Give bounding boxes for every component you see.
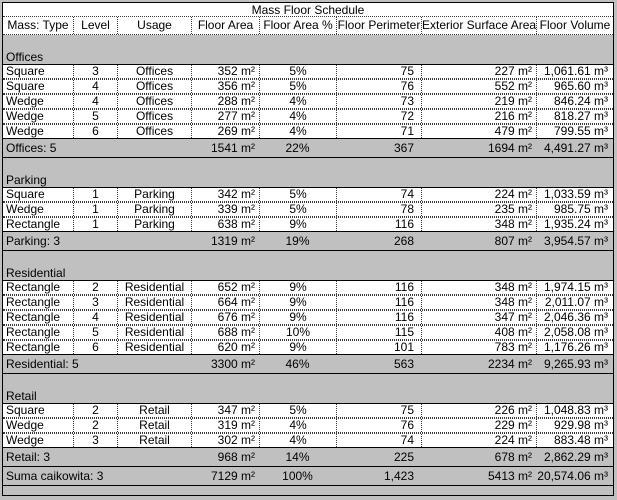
table-row[interactable]	[3, 310, 613, 325]
column-header-level: Level	[73, 17, 117, 34]
cell-floor-perimeter[interactable]: 75	[336, 65, 421, 78]
total-exterior-surface-area: 5413 m²	[487, 469, 532, 483]
cell-usage[interactable]: Residential	[117, 281, 191, 294]
group-total-row	[3, 232, 613, 251]
cell-floor-area[interactable]: 347 m²	[191, 404, 259, 417]
cell-mass-type[interactable]: Wedge	[6, 203, 44, 216]
cell-mass-type[interactable]: Wedge	[6, 110, 44, 123]
cell-floor-perimeter[interactable]: 78	[336, 203, 421, 216]
cell-floor-perimeter[interactable]: 101	[336, 341, 421, 354]
total-floor-volume: 9,265.93 m³	[543, 357, 608, 371]
cell-floor-area[interactable]: 339 m²	[191, 203, 259, 216]
cell-level[interactable]: 2	[73, 281, 117, 294]
cell-floor-perimeter[interactable]: 76	[336, 80, 421, 93]
cell-floor-volume[interactable]: 2,046.36 m³	[536, 311, 613, 324]
table-row[interactable]	[3, 94, 613, 109]
cell-floor-volume[interactable]: 846.24 m³	[536, 95, 613, 108]
cell-floor-area[interactable]: 620 m²	[191, 341, 259, 354]
cell-floor-area[interactable]: 676 m²	[191, 311, 259, 324]
group-data-block	[3, 187, 613, 232]
group-label: Retail	[6, 389, 37, 403]
cell-exterior-surface-area[interactable]: 224 m²	[421, 434, 536, 447]
total-exterior-surface-area: 1694 m²	[487, 141, 532, 155]
cell-floor-area-pct[interactable]: 10%	[259, 326, 336, 339]
cell-level[interactable]: 6	[73, 341, 117, 354]
schedule-group	[3, 50, 613, 158]
column-header-floor-perimeter: Floor Perimeter	[337, 18, 421, 32]
cell-usage[interactable]: Offices	[117, 95, 191, 108]
cell-floor-area[interactable]: 664 m²	[191, 296, 259, 309]
mass-floor-schedule-table	[2, 2, 614, 496]
cell-exterior-surface-area[interactable]: 783 m²	[421, 341, 536, 354]
group-data-block	[3, 280, 613, 355]
group-total-row	[3, 139, 613, 158]
schedule-title: Mass Floor Schedule	[3, 3, 613, 17]
total-exterior-surface-area: 678 m²	[494, 450, 532, 464]
cell-mass-type[interactable]: Rectangle	[6, 281, 61, 294]
table-row[interactable]	[3, 325, 613, 340]
cell-floor-area-pct[interactable]: 4%	[259, 95, 336, 108]
group-label: Offices	[6, 50, 44, 64]
cell-exterior-surface-area[interactable]: 348 m²	[421, 218, 536, 231]
cell-floor-volume[interactable]: 1,061.61 m³	[536, 65, 613, 78]
cell-floor-area[interactable]: 352 m²	[191, 65, 259, 78]
cell-floor-volume[interactable]: 1,935.24 m³	[536, 218, 613, 231]
total-floor-perimeter: 1,423	[383, 469, 414, 483]
table-row[interactable]	[3, 65, 613, 79]
total-floor-volume: 20,574.06 m³	[537, 469, 608, 483]
cell-exterior-surface-area[interactable]: 408 m²	[421, 326, 536, 339]
cell-usage[interactable]: Residential	[117, 341, 191, 354]
cell-usage[interactable]: Residential	[117, 296, 191, 309]
table-row[interactable]	[3, 217, 613, 231]
cell-floor-area-pct[interactable]: 4%	[259, 419, 336, 432]
total-floor-area: 7129 m²	[210, 469, 255, 483]
total-floor-area: 1541 m²	[210, 141, 255, 155]
table-row[interactable]	[3, 295, 613, 310]
total-floor-area: 968 m²	[217, 450, 255, 464]
table-row[interactable]	[3, 188, 613, 202]
cell-floor-area-pct[interactable]: 9%	[259, 218, 336, 231]
total-floor-area-pct: 22%	[285, 141, 310, 155]
cell-level[interactable]: 4	[73, 311, 117, 324]
total-floor-volume: 3,954.57 m³	[543, 234, 608, 248]
cell-floor-area[interactable]: 688 m²	[191, 326, 259, 339]
cell-level[interactable]: 1	[73, 218, 117, 231]
column-header-floor-area-pct: Floor Area %	[259, 17, 336, 34]
cell-usage[interactable]: Retail	[117, 434, 191, 447]
column-header-floor-area: Floor Area	[191, 17, 259, 34]
cell-usage[interactable]: Residential	[117, 326, 191, 339]
cell-floor-area-pct[interactable]: 9%	[259, 341, 336, 354]
cell-floor-area-pct[interactable]: 5%	[259, 188, 336, 201]
cell-level[interactable]: 4	[73, 95, 117, 108]
cell-exterior-surface-area[interactable]: 226 m²	[421, 404, 536, 417]
total-label: Residential: 5	[6, 357, 79, 371]
cell-floor-volume[interactable]: 1,033.59 m³	[536, 188, 613, 201]
total-floor-perimeter: 225	[393, 450, 414, 464]
cell-floor-perimeter[interactable]: 72	[336, 110, 421, 123]
cell-floor-perimeter[interactable]: 76	[336, 419, 421, 432]
cell-exterior-surface-area[interactable]: 479 m²	[421, 125, 536, 138]
table-row[interactable]	[3, 202, 613, 217]
cell-usage[interactable]: Offices	[117, 80, 191, 93]
column-header-row	[3, 17, 613, 35]
cell-exterior-surface-area[interactable]: 235 m²	[421, 203, 536, 216]
cell-mass-type[interactable]: Wedge	[6, 419, 44, 432]
cell-floor-area-pct[interactable]: 4%	[259, 125, 336, 138]
cell-level[interactable]: 3	[73, 65, 117, 78]
table-row[interactable]	[3, 281, 613, 295]
schedule-group	[3, 173, 613, 251]
cell-mass-type[interactable]: Rectangle	[6, 218, 61, 231]
cell-mass-type[interactable]: Rectangle	[6, 296, 61, 309]
cell-floor-area-pct[interactable]: 4%	[259, 434, 336, 447]
grand-total-row	[3, 467, 613, 486]
cell-floor-volume[interactable]: 1,176.26 m³	[536, 341, 613, 354]
cell-exterior-surface-area[interactable]: 216 m²	[421, 110, 536, 123]
cell-floor-area-pct[interactable]: 5%	[259, 404, 336, 417]
cell-floor-perimeter[interactable]: 116	[336, 218, 421, 231]
cell-usage[interactable]: Retail	[117, 419, 191, 432]
cell-mass-type[interactable]: Square	[6, 65, 45, 78]
cell-usage[interactable]: Parking	[117, 188, 191, 201]
total-label: Retail: 3	[6, 450, 51, 464]
cell-floor-volume[interactable]: 1,048.83 m³	[536, 404, 613, 417]
column-header-floor-volume: Floor Volume	[536, 17, 613, 34]
cell-mass-type[interactable]: Wedge	[6, 125, 44, 138]
cell-floor-area[interactable]: 302 m²	[191, 434, 259, 447]
cell-floor-area[interactable]: 269 m²	[191, 125, 259, 138]
cell-usage[interactable]: Residential	[117, 311, 191, 324]
cell-floor-perimeter[interactable]: 73	[336, 95, 421, 108]
cell-floor-volume[interactable]: 818.27 m³	[536, 110, 613, 123]
cell-mass-type[interactable]: Square	[6, 404, 45, 417]
cell-floor-area[interactable]: 288 m²	[191, 95, 259, 108]
group-label: Residential	[6, 266, 66, 280]
total-floor-perimeter: 367	[393, 141, 414, 155]
cell-floor-perimeter[interactable]: 116	[336, 311, 421, 324]
group-total-row	[3, 448, 613, 467]
cell-floor-area-pct[interactable]: 9%	[259, 296, 336, 309]
cell-exterior-surface-area[interactable]: 224 m²	[421, 188, 536, 201]
cell-mass-type[interactable]: Wedge	[6, 95, 44, 108]
cell-mass-type[interactable]: Rectangle	[6, 341, 61, 354]
cell-level[interactable]: 3	[73, 296, 117, 309]
group-label: Parking	[6, 173, 47, 187]
cell-floor-volume[interactable]: 2,011.07 m³	[536, 296, 613, 309]
total-floor-area-pct: 19%	[285, 234, 310, 248]
cell-floor-volume[interactable]: 883.48 m³	[536, 434, 613, 447]
cell-level[interactable]: 5	[73, 110, 117, 123]
cell-floor-area[interactable]: 356 m²	[191, 80, 259, 93]
cell-exterior-surface-area[interactable]: 347 m²	[421, 311, 536, 324]
cell-level[interactable]: 3	[73, 434, 117, 447]
cell-usage[interactable]: Parking	[117, 218, 191, 231]
cell-floor-area-pct[interactable]: 9%	[259, 281, 336, 294]
total-label: Suma caikowita: 3	[6, 469, 104, 483]
table-row[interactable]	[3, 404, 613, 418]
cell-usage[interactable]: Offices	[117, 110, 191, 123]
cell-floor-area-pct[interactable]: 5%	[259, 80, 336, 93]
cell-usage[interactable]: Offices	[117, 65, 191, 78]
total-exterior-surface-area: 2234 m²	[487, 357, 532, 371]
column-header-exterior-surface-area: Exterior Surface Area	[422, 18, 536, 32]
total-label: Parking: 3	[6, 234, 61, 248]
cell-usage[interactable]: Retail	[117, 404, 191, 417]
table-row[interactable]	[3, 109, 613, 124]
cell-floor-area[interactable]: 277 m²	[191, 110, 259, 123]
cell-level[interactable]: 2	[73, 419, 117, 432]
cell-mass-type[interactable]: Square	[6, 80, 45, 93]
group-data-block	[3, 64, 613, 139]
total-floor-area-pct: 100%	[282, 469, 313, 483]
cell-floor-volume[interactable]: 929.98 m³	[536, 419, 613, 432]
cell-floor-perimeter[interactable]: 116	[336, 296, 421, 309]
table-row[interactable]	[3, 433, 613, 447]
cell-mass-type[interactable]: Wedge	[6, 434, 44, 447]
cell-floor-perimeter[interactable]: 71	[336, 125, 421, 138]
cell-floor-area[interactable]: 319 m²	[191, 419, 259, 432]
table-row[interactable]	[3, 340, 613, 354]
table-row[interactable]	[3, 79, 613, 94]
cell-floor-area-pct[interactable]: 4%	[259, 110, 336, 123]
cell-mass-type[interactable]: Rectangle	[6, 311, 61, 324]
cell-floor-volume[interactable]: 1,974.15 m³	[536, 281, 613, 294]
group-data-block	[3, 403, 613, 448]
cell-floor-volume[interactable]: 2,058.08 m³	[536, 326, 613, 339]
cell-level[interactable]: 1	[73, 203, 117, 216]
group-total-row	[3, 355, 613, 374]
total-exterior-surface-area: 807 m²	[494, 234, 532, 248]
cell-floor-perimeter[interactable]: 115	[336, 326, 421, 339]
cell-level[interactable]: 5	[73, 326, 117, 339]
cell-floor-volume[interactable]: 799.55 m³	[536, 125, 613, 138]
cell-exterior-surface-area[interactable]: 227 m²	[421, 65, 536, 78]
column-header-mass-type: Mass: Type	[7, 18, 69, 32]
cell-floor-area[interactable]: 638 m²	[191, 218, 259, 231]
column-header-usage: Usage	[117, 17, 191, 34]
cell-level[interactable]: 2	[73, 404, 117, 417]
cell-floor-area-pct[interactable]: 5%	[259, 203, 336, 216]
total-floor-area-pct: 46%	[285, 357, 310, 371]
total-floor-area: 3300 m²	[210, 357, 255, 371]
total-label: Offices: 5	[6, 141, 57, 155]
cell-floor-area-pct[interactable]: 5%	[259, 65, 336, 78]
cell-floor-perimeter[interactable]: 116	[336, 281, 421, 294]
total-floor-volume: 2,862.29 m³	[543, 450, 608, 464]
table-row[interactable]	[3, 418, 613, 433]
cell-exterior-surface-area[interactable]: 219 m²	[421, 95, 536, 108]
cell-floor-area[interactable]: 342 m²	[191, 188, 259, 201]
total-floor-volume: 4,491.27 m³	[543, 141, 608, 155]
cell-floor-volume[interactable]: 965.60 m³	[536, 80, 613, 93]
total-floor-perimeter: 268	[393, 234, 414, 248]
cell-exterior-surface-area[interactable]: 552 m²	[421, 80, 536, 93]
cell-exterior-surface-area[interactable]: 348 m²	[421, 281, 536, 294]
cell-level[interactable]: 4	[73, 80, 117, 93]
cell-exterior-surface-area[interactable]: 229 m²	[421, 419, 536, 432]
cell-floor-area-pct[interactable]: 9%	[259, 311, 336, 324]
cell-usage[interactable]: Parking	[117, 203, 191, 216]
schedule-group	[3, 266, 613, 374]
cell-floor-perimeter[interactable]: 74	[336, 188, 421, 201]
table-row[interactable]	[3, 124, 613, 138]
cell-usage[interactable]: Offices	[117, 125, 191, 138]
cell-mass-type[interactable]: Square	[6, 188, 45, 201]
schedule-body	[3, 50, 613, 486]
cell-floor-perimeter[interactable]: 74	[336, 434, 421, 447]
total-floor-area-pct: 14%	[285, 450, 310, 464]
cell-level[interactable]: 6	[73, 125, 117, 138]
cell-floor-area[interactable]: 652 m²	[191, 281, 259, 294]
cell-floor-perimeter[interactable]: 75	[336, 404, 421, 417]
cell-level[interactable]: 1	[73, 188, 117, 201]
cell-exterior-surface-area[interactable]: 348 m²	[421, 296, 536, 309]
total-floor-area: 1319 m²	[210, 234, 255, 248]
cell-mass-type[interactable]: Rectangle	[6, 326, 61, 339]
schedule-group	[3, 389, 613, 467]
cell-floor-volume[interactable]: 985.75 m³	[536, 203, 613, 216]
total-floor-perimeter: 563	[393, 357, 414, 371]
